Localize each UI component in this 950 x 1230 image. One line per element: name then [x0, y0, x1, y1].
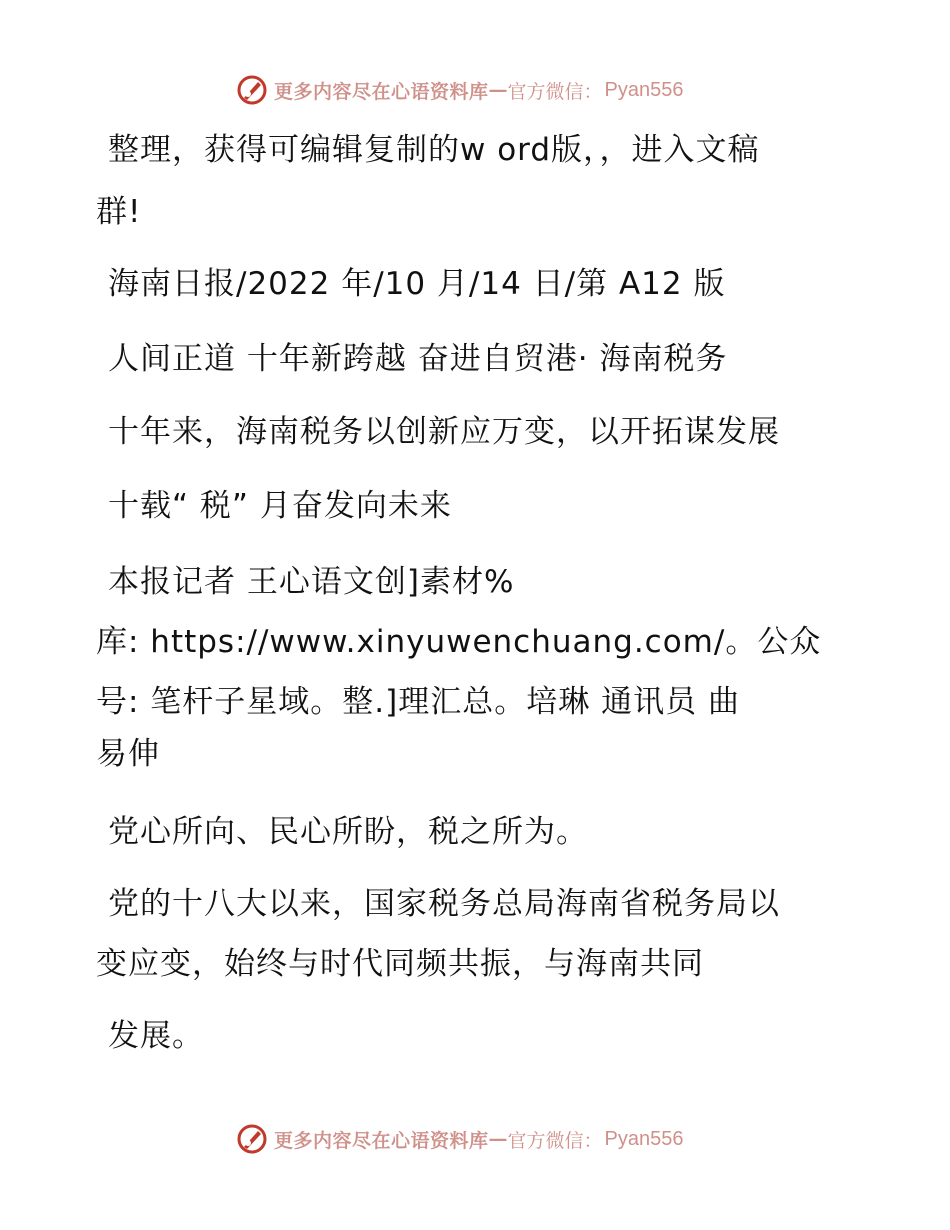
body-line-11: 党心所向、民心所盼，税之所为。	[108, 814, 588, 850]
body-line-14: 发展。	[108, 1018, 204, 1054]
body-line-4: 人间正道 十年新跨越 奋进自贸港· 海南税务	[108, 341, 728, 377]
body-line-13: 变应变，始终与时代同频共振，与海南共同	[96, 946, 704, 982]
banner-wechat-label: 官方微信：	[507, 1129, 603, 1152]
quill-logo-icon	[236, 74, 268, 106]
banner-dash: —	[488, 79, 508, 101]
footer-banner	[236, 1121, 684, 1157]
body-line-1: 整理，获得可编辑复制的w ord版，，进入文稿	[108, 132, 760, 168]
banner-dash: —	[488, 1128, 508, 1150]
body-line-9: 号: 笔杆子星域。整.]理汇总。培琳 通讯员 曲	[96, 684, 740, 720]
quill-logo-icon	[236, 1123, 268, 1155]
body-line-6: 十载“ 税” 月奋发向未来	[108, 488, 452, 524]
body-line-12: 党的十八大以来，国家税务总局海南省税务局以	[108, 886, 780, 922]
header-banner	[236, 72, 684, 108]
banner-wechat-label: 官方微信：	[507, 80, 603, 103]
body-line-3: 海南日报/2022 年/10 月/14 日/第 A12 版	[108, 266, 726, 302]
banner-wechat-id: Pyan556	[604, 78, 684, 101]
body-line-8: 库: https://www.xinyuwenchuang.com/。公众	[96, 624, 822, 660]
banner-wechat-id: Pyan556	[604, 1127, 684, 1150]
banner-text: 更多内容尽在心语资料库	[274, 80, 489, 103]
banner-text: 更多内容尽在心语资料库	[274, 1129, 489, 1152]
body-line-5: 十年来，海南税务以创新应万变，以开拓谋发展	[108, 414, 780, 450]
body-line-2: 群!	[96, 194, 142, 230]
body-line-7: 本报记者 王心语文创]素材%	[108, 564, 515, 600]
body-line-10: 易伸	[96, 736, 160, 772]
